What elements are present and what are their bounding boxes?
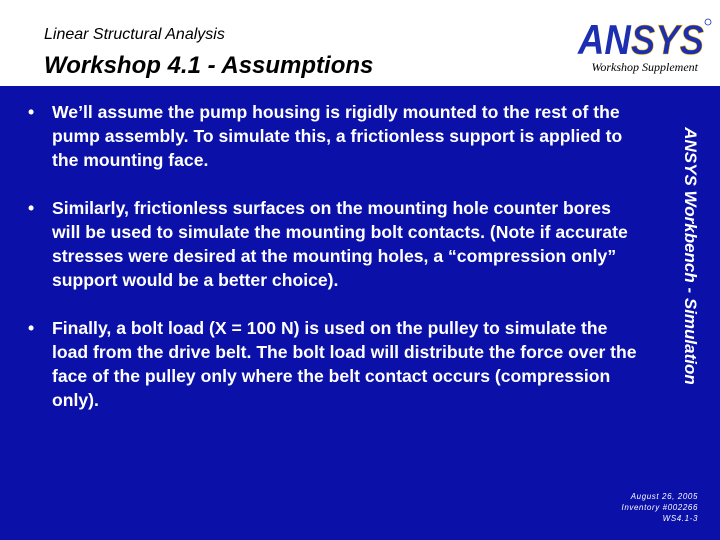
slide-header <box>0 0 720 86</box>
list-item <box>24 316 642 412</box>
slide-footer <box>622 491 698 524</box>
side-label-text: ANSYS Workbench - Simulation <box>681 127 700 385</box>
ansys-logo <box>576 16 712 64</box>
bullet-text: Similarly, frictionless surfaces on the mounting hole counter bores will be used to simulate the mounting bolt contacts. (Note if accurate stresses were desired at the mounting holes, a “compression only” support would be a better choice). <box>52 198 628 290</box>
bullet-mark: • <box>28 198 35 218</box>
bullet-mark: • <box>28 318 35 338</box>
ansys-logo-text: ANSYS <box>578 16 708 63</box>
bullet-list <box>24 100 642 436</box>
bullet-text: Finally, a bolt load (X = 100 N) is used on the pulley to simulate the load from the drive belt. The bolt load will distribute the force over the face of the pulley only where the belt contact occurs (compression only). <box>52 318 637 410</box>
footer-page-number: WS4.1-3 <box>662 514 698 523</box>
footer-date: August 26, 2005 <box>630 492 698 501</box>
workshop-supplement-label: Workshop Supplement <box>591 60 698 74</box>
footer-inventory: Inventory #002266 <box>621 503 698 512</box>
list-item <box>24 196 642 292</box>
course-title: Linear Structural Analysis <box>44 26 225 43</box>
bullet-text: We’ll assume the pump housing is rigidly mounted to the rest of the pump assembly. To simulate this, a frictionless support is applied to the mounting face. <box>52 102 623 170</box>
bullet-mark: • <box>28 102 35 122</box>
slide-title: Workshop 4.1 - Assumptions <box>44 52 374 79</box>
side-label <box>679 97 701 415</box>
list-item <box>24 100 642 172</box>
